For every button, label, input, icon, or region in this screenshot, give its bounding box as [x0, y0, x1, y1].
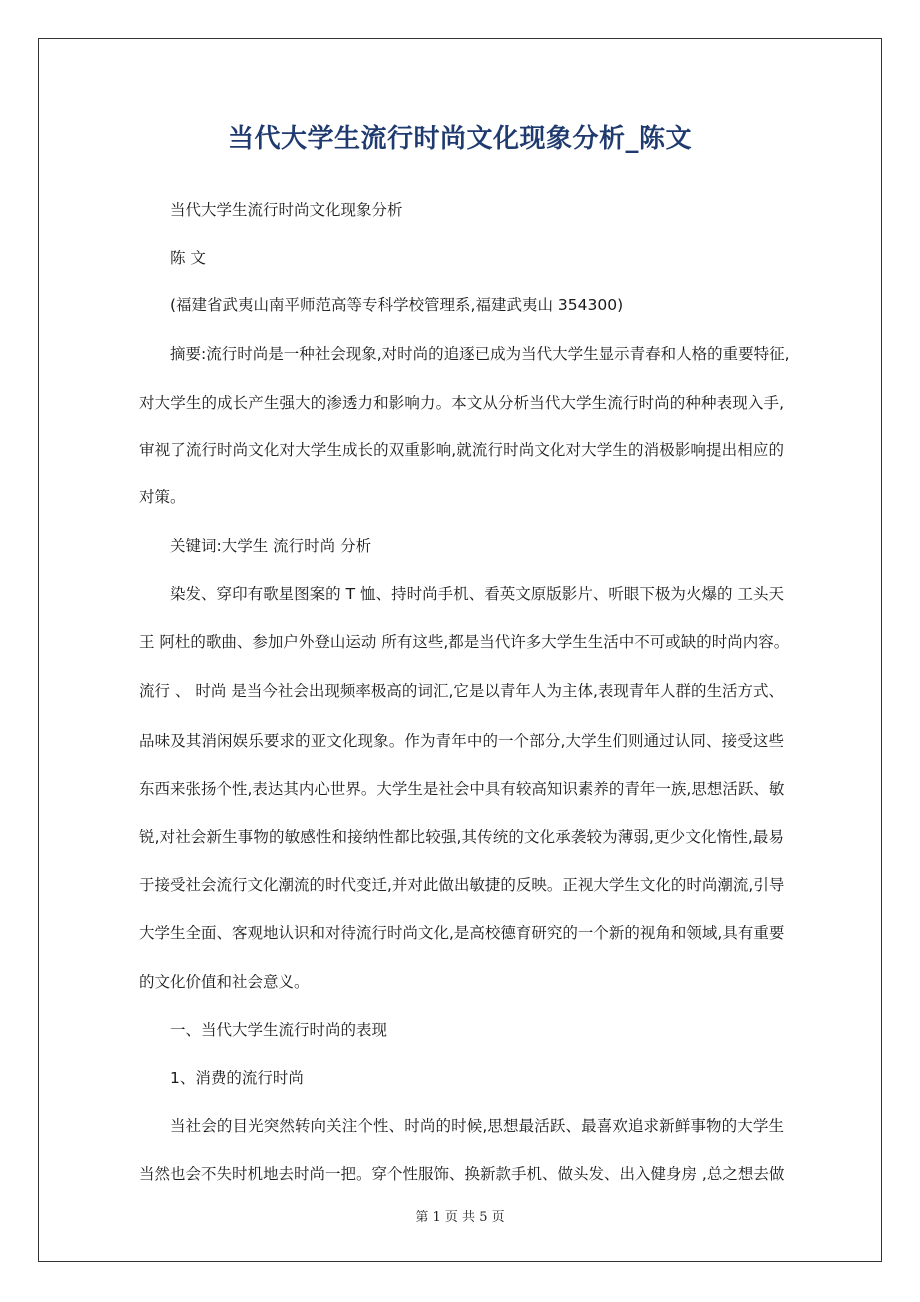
abstract-line: 对大学生的成长产生强大的渗透力和影响力。本文从分析当代大学生流行时尚的种种表现入手, — [139, 394, 784, 412]
abstract-line: 审视了流行时尚文化对大学生成长的双重影响,就流行时尚文化对大学生的消极影响提出相应的 — [139, 441, 784, 459]
subsection-heading: 1、消费的流行时尚 — [170, 1069, 304, 1087]
abstract-line: 对策。 — [139, 488, 186, 506]
page-number: 第 1 页 共 5 页 — [415, 1210, 505, 1225]
author-affiliation: (福建省武夷山南平师范高等专科学校管理系,福建武夷山 354300) — [170, 296, 624, 314]
body-line: 于接受社会流行文化潮流的时代变迁,并对此做出敏捷的反映。正视大学生文化的时尚潮流,引导 — [139, 876, 785, 894]
section-heading: 一、当代大学生流行时尚的表现 — [170, 1021, 388, 1039]
body-line: 的文化价值和社会意义。 — [139, 973, 310, 991]
body-line: 流行 、 时尚 是当今社会出现频率极高的词汇,它是以青年人为主体,表现青年人群的生活方式、 — [139, 682, 784, 700]
abstract-line: 摘要:流行时尚是一种社会现象,对时尚的追逐已成为当代大学生显示青春和人格的重要特征, — [170, 345, 790, 363]
body-line: 东西来张扬个性,表达其内心世界。大学生是社会中具有较高知识素养的青年一族,思想活跃、敏 — [139, 780, 785, 798]
body-line: 大学生全面、客观地认识和对待流行时尚文化,是高校德育研究的一个新的视角和领域,具有重要 — [139, 924, 785, 942]
paper-subtitle: 当代大学生流行时尚文化现象分析 — [170, 201, 403, 219]
body-line: 王 阿杜的歌曲、参加户外登山运动 所有这些,都是当代许多大学生生活中不可或缺的时尚内容。 — [139, 633, 790, 651]
author-name: 陈 文 — [170, 249, 206, 267]
body-line: 品味及其消闲娱乐要求的亚文化现象。作为青年中的一个部分,大学生们则通过认同、接受这些 — [139, 732, 784, 750]
body-line: 当社会的目光突然转向关注个性、时尚的时候,思想最活跃、最喜欢追求新鲜事物的大学生 — [170, 1117, 784, 1135]
body-line: 锐,对社会新生事物的敏感性和接纳性都比较强,其传统的文化承袭较为薄弱,更少文化惰性,最易 — [139, 828, 784, 846]
body-line: 染发、穿印有歌星图案的 T 恤、持时尚手机、看英文原版影片、听眼下极为火爆的 工头天 — [170, 585, 784, 603]
keywords: 关键词:大学生 流行时尚 分析 — [170, 537, 372, 555]
body-line: 当然也会不失时机地去时尚一把。穿个性服饰、换新款手机、做头发、出入健身房 ,总之想去做 — [139, 1165, 785, 1183]
document-title: 当代大学生流行时尚文化现象分析_陈文 — [227, 124, 692, 154]
